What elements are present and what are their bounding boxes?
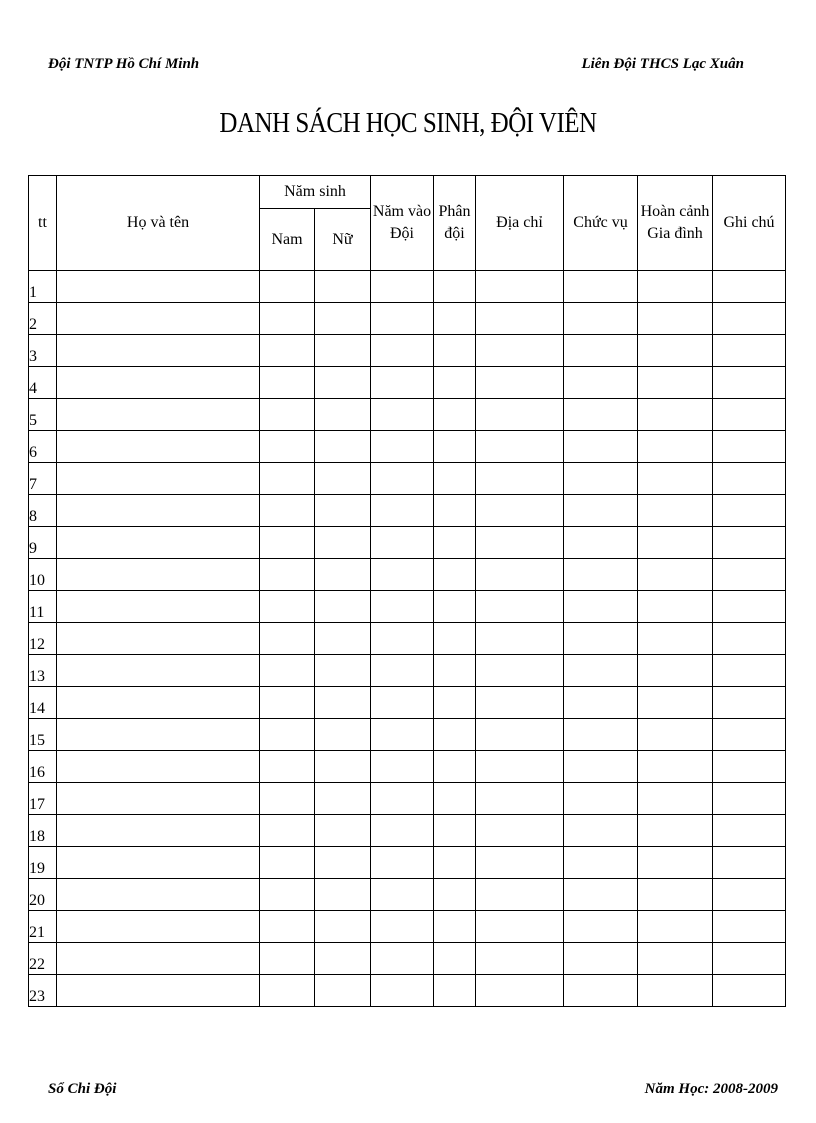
family-cell[interactable] bbox=[638, 367, 713, 399]
family-cell[interactable] bbox=[638, 591, 713, 623]
female-cell[interactable] bbox=[315, 751, 371, 783]
squad-cell[interactable] bbox=[434, 975, 476, 1007]
name-cell[interactable] bbox=[57, 751, 260, 783]
table-row bbox=[29, 591, 786, 623]
position-cell[interactable] bbox=[564, 463, 638, 495]
male-cell[interactable] bbox=[260, 559, 315, 591]
address-cell[interactable] bbox=[476, 943, 564, 975]
name-cell[interactable] bbox=[57, 271, 260, 303]
position-cell[interactable] bbox=[564, 559, 638, 591]
female-cell[interactable] bbox=[315, 559, 371, 591]
row-number: 19 bbox=[29, 847, 57, 879]
female-cell[interactable] bbox=[315, 399, 371, 431]
name-cell[interactable] bbox=[57, 815, 260, 847]
name-cell[interactable] bbox=[57, 367, 260, 399]
address-cell[interactable] bbox=[476, 527, 564, 559]
join-year-cell[interactable] bbox=[371, 399, 434, 431]
note-cell[interactable] bbox=[713, 655, 786, 687]
male-cell[interactable] bbox=[260, 495, 315, 527]
note-cell[interactable] bbox=[713, 943, 786, 975]
join-year-cell[interactable] bbox=[371, 815, 434, 847]
name-cell[interactable] bbox=[57, 911, 260, 943]
female-cell[interactable] bbox=[315, 431, 371, 463]
position-cell[interactable] bbox=[564, 687, 638, 719]
header-female: Nữ bbox=[315, 209, 371, 271]
note-cell[interactable] bbox=[713, 911, 786, 943]
family-cell[interactable] bbox=[638, 271, 713, 303]
position-cell[interactable] bbox=[564, 751, 638, 783]
join-year-cell[interactable] bbox=[371, 687, 434, 719]
table-row bbox=[29, 815, 786, 847]
name-cell[interactable] bbox=[57, 719, 260, 751]
row-number: 7 bbox=[29, 463, 57, 495]
male-cell[interactable] bbox=[260, 783, 315, 815]
squad-cell[interactable] bbox=[434, 783, 476, 815]
squad-cell[interactable] bbox=[434, 527, 476, 559]
squad-cell[interactable] bbox=[434, 335, 476, 367]
name-cell[interactable] bbox=[57, 463, 260, 495]
note-cell[interactable] bbox=[713, 719, 786, 751]
squad-cell[interactable] bbox=[434, 687, 476, 719]
page-title: DANH SÁCH HỌC SINH, ĐỘI VIÊN bbox=[219, 107, 597, 139]
table-row bbox=[29, 623, 786, 655]
female-cell[interactable] bbox=[315, 783, 371, 815]
position-cell[interactable] bbox=[564, 783, 638, 815]
name-cell[interactable] bbox=[57, 655, 260, 687]
note-cell[interactable] bbox=[713, 623, 786, 655]
name-cell[interactable] bbox=[57, 335, 260, 367]
male-cell[interactable] bbox=[260, 687, 315, 719]
family-cell[interactable] bbox=[638, 847, 713, 879]
name-cell[interactable] bbox=[57, 847, 260, 879]
address-cell[interactable] bbox=[476, 559, 564, 591]
male-cell[interactable] bbox=[260, 399, 315, 431]
header-address: Địa chỉ bbox=[476, 176, 564, 271]
position-cell[interactable] bbox=[564, 431, 638, 463]
name-cell[interactable] bbox=[57, 559, 260, 591]
name-cell[interactable] bbox=[57, 495, 260, 527]
squad-cell[interactable] bbox=[434, 943, 476, 975]
family-cell[interactable] bbox=[638, 527, 713, 559]
roster-body bbox=[29, 271, 786, 1007]
table-row bbox=[29, 719, 786, 751]
family-cell[interactable] bbox=[638, 783, 713, 815]
family-cell[interactable] bbox=[638, 559, 713, 591]
male-cell[interactable] bbox=[260, 303, 315, 335]
row-number: 20 bbox=[29, 879, 57, 911]
male-cell[interactable] bbox=[260, 815, 315, 847]
squad-cell[interactable] bbox=[434, 463, 476, 495]
table-row bbox=[29, 271, 786, 303]
position-cell[interactable] bbox=[564, 271, 638, 303]
header-family: Hoàn cảnh Gia đình bbox=[638, 176, 713, 271]
female-cell[interactable] bbox=[315, 719, 371, 751]
family-cell[interactable] bbox=[638, 751, 713, 783]
squad-cell[interactable] bbox=[434, 271, 476, 303]
row-number: 14 bbox=[29, 687, 57, 719]
name-cell[interactable] bbox=[57, 943, 260, 975]
table-row bbox=[29, 431, 786, 463]
male-cell[interactable] bbox=[260, 335, 315, 367]
note-cell[interactable] bbox=[713, 431, 786, 463]
position-cell[interactable] bbox=[564, 719, 638, 751]
name-cell[interactable] bbox=[57, 527, 260, 559]
family-cell[interactable] bbox=[638, 911, 713, 943]
squad-cell[interactable] bbox=[434, 847, 476, 879]
address-cell[interactable] bbox=[476, 783, 564, 815]
join-year-cell[interactable] bbox=[371, 975, 434, 1007]
row-number: 16 bbox=[29, 751, 57, 783]
join-year-cell[interactable] bbox=[371, 431, 434, 463]
table-row bbox=[29, 335, 786, 367]
male-cell[interactable] bbox=[260, 271, 315, 303]
position-cell[interactable] bbox=[564, 943, 638, 975]
squad-cell[interactable] bbox=[434, 719, 476, 751]
address-cell[interactable] bbox=[476, 623, 564, 655]
male-cell[interactable] bbox=[260, 719, 315, 751]
male-cell[interactable] bbox=[260, 943, 315, 975]
row-number: 15 bbox=[29, 719, 57, 751]
female-cell[interactable] bbox=[315, 687, 371, 719]
note-cell[interactable] bbox=[713, 975, 786, 1007]
squad-cell[interactable] bbox=[434, 303, 476, 335]
position-cell[interactable] bbox=[564, 879, 638, 911]
row-number: 1 bbox=[29, 271, 57, 303]
row-number: 4 bbox=[29, 367, 57, 399]
note-cell[interactable] bbox=[713, 399, 786, 431]
join-year-cell[interactable] bbox=[371, 847, 434, 879]
table-row bbox=[29, 495, 786, 527]
male-cell[interactable] bbox=[260, 911, 315, 943]
note-cell[interactable] bbox=[713, 335, 786, 367]
male-cell[interactable] bbox=[260, 431, 315, 463]
row-number: 23 bbox=[29, 975, 57, 1007]
table-row bbox=[29, 975, 786, 1007]
squad-cell[interactable] bbox=[434, 431, 476, 463]
header-join-year: Năm vào Đội bbox=[371, 176, 434, 271]
address-cell[interactable] bbox=[476, 911, 564, 943]
family-cell[interactable] bbox=[638, 815, 713, 847]
table-row bbox=[29, 367, 786, 399]
male-cell[interactable] bbox=[260, 367, 315, 399]
female-cell[interactable] bbox=[315, 879, 371, 911]
table-row bbox=[29, 559, 786, 591]
table-row bbox=[29, 847, 786, 879]
join-year-cell[interactable] bbox=[371, 303, 434, 335]
row-number: 12 bbox=[29, 623, 57, 655]
join-year-cell[interactable] bbox=[371, 335, 434, 367]
join-year-cell[interactable] bbox=[371, 271, 434, 303]
female-cell[interactable] bbox=[315, 591, 371, 623]
note-cell[interactable] bbox=[713, 879, 786, 911]
join-year-cell[interactable] bbox=[371, 655, 434, 687]
address-cell[interactable] bbox=[476, 719, 564, 751]
name-cell[interactable] bbox=[57, 399, 260, 431]
name-cell[interactable] bbox=[57, 623, 260, 655]
table-row bbox=[29, 879, 786, 911]
female-cell[interactable] bbox=[315, 463, 371, 495]
note-cell[interactable] bbox=[713, 815, 786, 847]
female-cell[interactable] bbox=[315, 975, 371, 1007]
header-organization: Đội TNTP Hồ Chí Minh bbox=[48, 56, 200, 72]
note-cell[interactable] bbox=[713, 687, 786, 719]
male-cell[interactable] bbox=[260, 655, 315, 687]
family-cell[interactable] bbox=[638, 399, 713, 431]
position-cell[interactable] bbox=[564, 495, 638, 527]
table-row bbox=[29, 911, 786, 943]
join-year-cell[interactable] bbox=[371, 911, 434, 943]
female-cell[interactable] bbox=[315, 271, 371, 303]
table-row bbox=[29, 463, 786, 495]
male-cell[interactable] bbox=[260, 751, 315, 783]
family-cell[interactable] bbox=[638, 943, 713, 975]
squad-cell[interactable] bbox=[434, 879, 476, 911]
join-year-cell[interactable] bbox=[371, 623, 434, 655]
note-cell[interactable] bbox=[713, 751, 786, 783]
address-cell[interactable] bbox=[476, 399, 564, 431]
male-cell[interactable] bbox=[260, 591, 315, 623]
header-name: Họ và tên bbox=[57, 176, 260, 271]
squad-cell[interactable] bbox=[434, 815, 476, 847]
note-cell[interactable] bbox=[713, 303, 786, 335]
address-cell[interactable] bbox=[476, 463, 564, 495]
female-cell[interactable] bbox=[315, 527, 371, 559]
family-cell[interactable] bbox=[638, 495, 713, 527]
family-cell[interactable] bbox=[638, 975, 713, 1007]
table-row bbox=[29, 527, 786, 559]
note-cell[interactable] bbox=[713, 367, 786, 399]
position-cell[interactable] bbox=[564, 911, 638, 943]
row-number: 21 bbox=[29, 911, 57, 943]
family-cell[interactable] bbox=[638, 655, 713, 687]
join-year-cell[interactable] bbox=[371, 751, 434, 783]
squad-cell[interactable] bbox=[434, 911, 476, 943]
male-cell[interactable] bbox=[260, 527, 315, 559]
table-row bbox=[29, 751, 786, 783]
position-cell[interactable] bbox=[564, 655, 638, 687]
row-number: 13 bbox=[29, 655, 57, 687]
address-cell[interactable] bbox=[476, 751, 564, 783]
female-cell[interactable] bbox=[315, 335, 371, 367]
female-cell[interactable] bbox=[315, 943, 371, 975]
squad-cell[interactable] bbox=[434, 655, 476, 687]
row-number: 18 bbox=[29, 815, 57, 847]
note-cell[interactable] bbox=[713, 591, 786, 623]
name-cell[interactable] bbox=[57, 975, 260, 1007]
position-cell[interactable] bbox=[564, 335, 638, 367]
row-number: 22 bbox=[29, 943, 57, 975]
address-cell[interactable] bbox=[476, 975, 564, 1007]
note-cell[interactable] bbox=[713, 271, 786, 303]
name-cell[interactable] bbox=[57, 591, 260, 623]
position-cell[interactable] bbox=[564, 527, 638, 559]
address-cell[interactable] bbox=[476, 303, 564, 335]
squad-cell[interactable] bbox=[434, 367, 476, 399]
address-cell[interactable] bbox=[476, 815, 564, 847]
join-year-cell[interactable] bbox=[371, 495, 434, 527]
female-cell[interactable] bbox=[315, 815, 371, 847]
row-number: 8 bbox=[29, 495, 57, 527]
address-cell[interactable] bbox=[476, 431, 564, 463]
name-cell[interactable] bbox=[57, 783, 260, 815]
position-cell[interactable] bbox=[564, 815, 638, 847]
address-cell[interactable] bbox=[476, 655, 564, 687]
row-number: 17 bbox=[29, 783, 57, 815]
header-position: Chức vụ bbox=[564, 176, 638, 271]
position-cell[interactable] bbox=[564, 591, 638, 623]
footer-book-label: Sổ Chi Đội bbox=[48, 1081, 117, 1097]
female-cell[interactable] bbox=[315, 847, 371, 879]
table-row bbox=[29, 399, 786, 431]
header-squad: Phân đội bbox=[434, 176, 476, 271]
family-cell[interactable] bbox=[638, 719, 713, 751]
note-cell[interactable] bbox=[713, 559, 786, 591]
header-birth-year: Năm sinh bbox=[260, 176, 371, 209]
family-cell[interactable] bbox=[638, 431, 713, 463]
row-number: 10 bbox=[29, 559, 57, 591]
family-cell[interactable] bbox=[638, 879, 713, 911]
row-number: 2 bbox=[29, 303, 57, 335]
table-row bbox=[29, 783, 786, 815]
join-year-cell[interactable] bbox=[371, 943, 434, 975]
family-cell[interactable] bbox=[638, 335, 713, 367]
address-cell[interactable] bbox=[476, 847, 564, 879]
squad-cell[interactable] bbox=[434, 399, 476, 431]
family-cell[interactable] bbox=[638, 623, 713, 655]
name-cell[interactable] bbox=[57, 879, 260, 911]
address-cell[interactable] bbox=[476, 879, 564, 911]
table-row bbox=[29, 687, 786, 719]
note-cell[interactable] bbox=[713, 495, 786, 527]
roster-table bbox=[28, 175, 786, 1007]
header-tt: tt bbox=[29, 176, 57, 271]
note-cell[interactable] bbox=[713, 527, 786, 559]
note-cell[interactable] bbox=[713, 783, 786, 815]
address-cell[interactable] bbox=[476, 495, 564, 527]
position-cell[interactable] bbox=[564, 399, 638, 431]
family-cell[interactable] bbox=[638, 687, 713, 719]
female-cell[interactable] bbox=[315, 655, 371, 687]
squad-cell[interactable] bbox=[434, 559, 476, 591]
male-cell[interactable] bbox=[260, 975, 315, 1007]
table-row bbox=[29, 655, 786, 687]
join-year-cell[interactable] bbox=[371, 783, 434, 815]
position-cell[interactable] bbox=[564, 975, 638, 1007]
row-number: 6 bbox=[29, 431, 57, 463]
join-year-cell[interactable] bbox=[371, 367, 434, 399]
row-number: 11 bbox=[29, 591, 57, 623]
footer-school-year: Năm Học: 2008-2009 bbox=[644, 1081, 778, 1097]
note-cell[interactable] bbox=[713, 847, 786, 879]
row-number: 3 bbox=[29, 335, 57, 367]
address-cell[interactable] bbox=[476, 367, 564, 399]
female-cell[interactable] bbox=[315, 303, 371, 335]
name-cell[interactable] bbox=[57, 431, 260, 463]
male-cell[interactable] bbox=[260, 623, 315, 655]
row-number: 9 bbox=[29, 527, 57, 559]
table-row bbox=[29, 943, 786, 975]
address-cell[interactable] bbox=[476, 335, 564, 367]
join-year-cell[interactable] bbox=[371, 719, 434, 751]
squad-cell[interactable] bbox=[434, 751, 476, 783]
female-cell[interactable] bbox=[315, 911, 371, 943]
address-cell[interactable] bbox=[476, 591, 564, 623]
join-year-cell[interactable] bbox=[371, 559, 434, 591]
table-row bbox=[29, 303, 786, 335]
position-cell[interactable] bbox=[564, 303, 638, 335]
name-cell[interactable] bbox=[57, 303, 260, 335]
squad-cell[interactable] bbox=[434, 623, 476, 655]
join-year-cell[interactable] bbox=[371, 591, 434, 623]
join-year-cell[interactable] bbox=[371, 527, 434, 559]
name-cell[interactable] bbox=[57, 687, 260, 719]
position-cell[interactable] bbox=[564, 847, 638, 879]
female-cell[interactable] bbox=[315, 623, 371, 655]
header-unit: Liên Đội THCS Lạc Xuân bbox=[581, 56, 744, 72]
male-cell[interactable] bbox=[260, 879, 315, 911]
male-cell[interactable] bbox=[260, 463, 315, 495]
position-cell[interactable] bbox=[564, 623, 638, 655]
row-number: 5 bbox=[29, 399, 57, 431]
join-year-cell[interactable] bbox=[371, 879, 434, 911]
male-cell[interactable] bbox=[260, 847, 315, 879]
position-cell[interactable] bbox=[564, 367, 638, 399]
address-cell[interactable] bbox=[476, 271, 564, 303]
squad-cell[interactable] bbox=[434, 495, 476, 527]
address-cell[interactable] bbox=[476, 687, 564, 719]
female-cell[interactable] bbox=[315, 495, 371, 527]
header-note: Ghi chú bbox=[713, 176, 786, 271]
header-male: Nam bbox=[260, 209, 315, 271]
squad-cell[interactable] bbox=[434, 591, 476, 623]
note-cell[interactable] bbox=[713, 463, 786, 495]
family-cell[interactable] bbox=[638, 303, 713, 335]
join-year-cell[interactable] bbox=[371, 463, 434, 495]
family-cell[interactable] bbox=[638, 463, 713, 495]
female-cell[interactable] bbox=[315, 367, 371, 399]
